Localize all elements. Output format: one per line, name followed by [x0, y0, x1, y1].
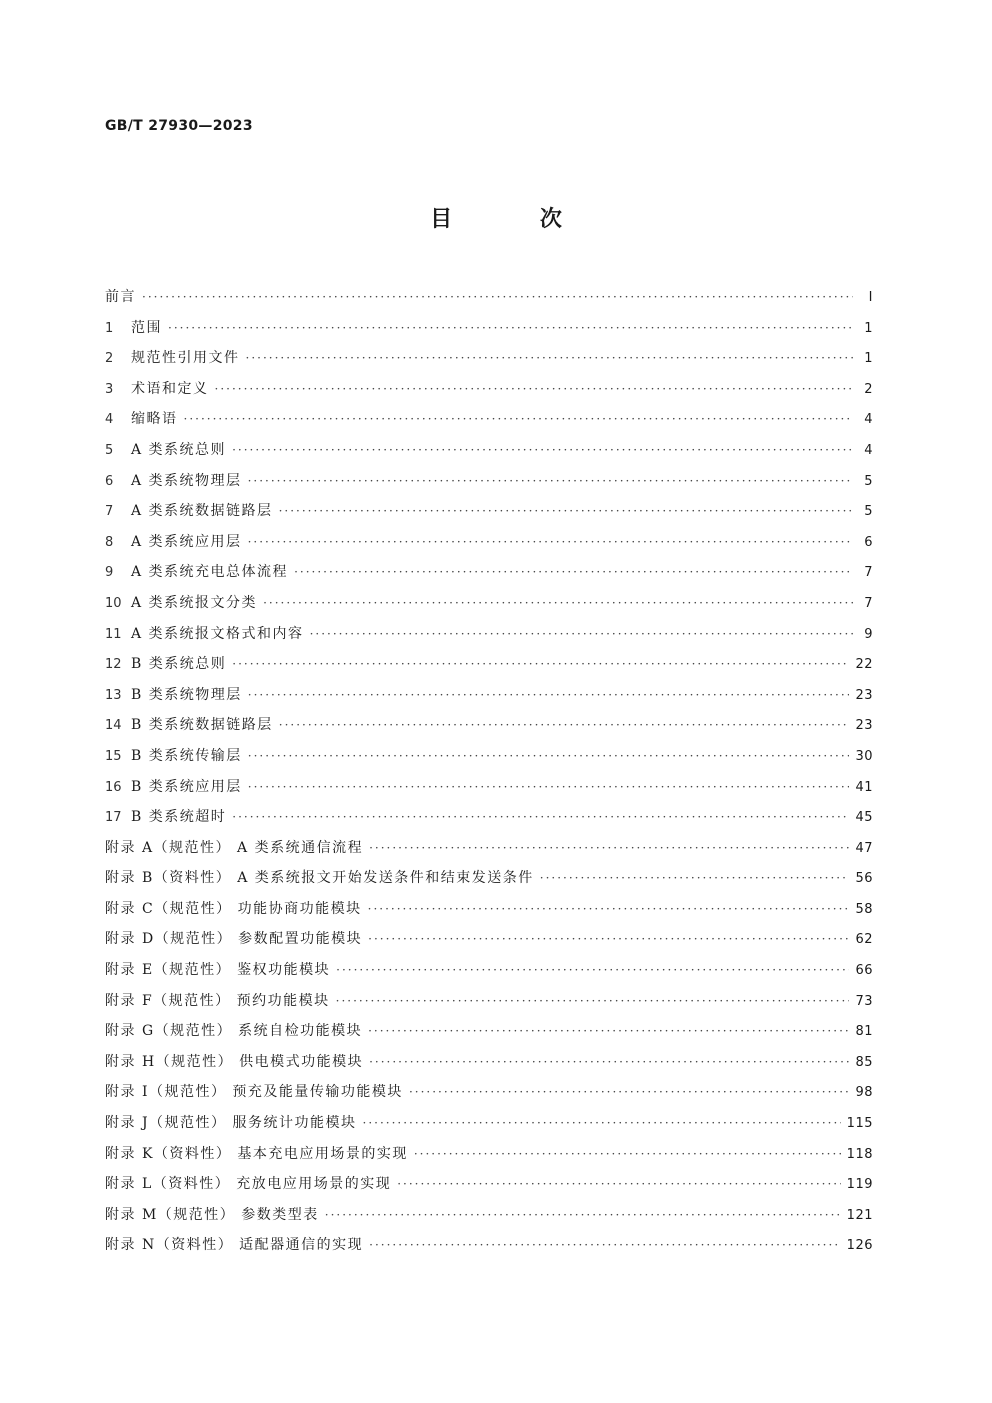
dot-leader	[336, 955, 849, 986]
toc-entry[interactable]	[105, 1230, 873, 1261]
toc-entry-page: 23	[855, 718, 873, 734]
dot-leader	[368, 1016, 849, 1047]
toc-entry-label: 附录 G（规范性） 系统自检功能模块	[105, 1023, 363, 1040]
toc-entry-label: 规范性引用文件	[131, 350, 240, 367]
toc-entry-page: 56	[855, 871, 873, 887]
dot-leader	[336, 986, 850, 1017]
toc-entry[interactable]	[105, 924, 873, 955]
toc-entry-number: 9	[105, 565, 114, 581]
dot-leader	[248, 772, 850, 803]
toc-entry[interactable]	[105, 404, 873, 435]
toc-entry-number: 11	[105, 626, 122, 642]
toc-entry-page: 6	[864, 534, 873, 550]
toc-entry-page: 58	[855, 901, 873, 917]
dot-leader	[248, 680, 850, 711]
dot-leader	[369, 1047, 849, 1078]
dot-leader	[168, 313, 853, 344]
toc-entry-number: 7	[105, 504, 114, 520]
toc-entry-number: 13	[105, 687, 122, 703]
toc-entry-number: 5	[105, 442, 114, 458]
dot-leader	[414, 1139, 841, 1170]
toc-entry-page: 5	[864, 504, 873, 520]
toc-entry-label: 附录 L（资料性） 充放电应用场景的实现	[105, 1176, 392, 1193]
toc-entry[interactable]	[105, 680, 873, 711]
toc-entry-page: 4	[864, 442, 873, 458]
toc-entry[interactable]	[105, 466, 873, 497]
toc-entry[interactable]	[105, 1047, 873, 1078]
toc-entry-number: 1	[105, 320, 114, 336]
toc-entry-page: 9	[864, 626, 873, 642]
toc-entry-label: 附录 M（规范性） 参数类型表	[105, 1206, 319, 1223]
toc-entry-label: A 类系统数据链路层	[131, 503, 273, 520]
toc-entry-page: Ⅰ	[868, 290, 873, 305]
toc-entry-label: 附录 H（规范性） 供电模式功能模块	[105, 1053, 364, 1070]
toc-entry-page: 73	[855, 993, 873, 1009]
dot-leader	[368, 894, 850, 925]
toc-entry-number: 6	[105, 473, 114, 489]
dot-leader	[215, 374, 854, 405]
toc-entry-label: 前言	[105, 289, 136, 305]
toc-entry-page: 115	[846, 1116, 873, 1132]
toc-entry-label: 附录 C（规范性） 功能协商功能模块	[105, 900, 362, 917]
page-title: 目 次	[430, 207, 602, 232]
toc-entry[interactable]	[105, 1077, 873, 1108]
dot-leader	[248, 466, 853, 497]
toc-entry-label: A 类系统应用层	[131, 533, 242, 550]
document-code: GB/T 27930—2023	[105, 118, 253, 134]
toc-entry-number: 14	[105, 718, 122, 734]
dot-leader	[142, 282, 853, 313]
toc-entry-label: B 类系统数据链路层	[131, 717, 273, 734]
toc-entry[interactable]	[105, 527, 873, 558]
toc-entry[interactable]	[105, 1108, 873, 1139]
toc-entry-number: 3	[105, 381, 114, 397]
toc-entry[interactable]	[105, 894, 873, 925]
toc-entry-page: 7	[864, 565, 873, 581]
toc-entry-label: B 类系统物理层	[131, 686, 242, 703]
toc-entry-label: 附录 D（规范性） 参数配置功能模块	[105, 931, 363, 948]
dot-leader	[325, 1200, 841, 1231]
dot-leader	[279, 710, 850, 741]
toc-entry-label: 缩略语	[131, 411, 178, 428]
toc-entry-page: 121	[846, 1207, 873, 1223]
toc-entry-number: 4	[105, 412, 114, 428]
toc-entry[interactable]	[105, 1169, 873, 1200]
toc-entry-page: 47	[855, 840, 873, 856]
toc-entry-page: 2	[864, 381, 873, 397]
dot-leader	[310, 619, 853, 650]
dot-leader	[184, 404, 854, 435]
toc-entry-number: 16	[105, 779, 122, 795]
dot-leader	[540, 863, 850, 894]
toc-entry-page: 98	[855, 1085, 873, 1101]
toc-entry[interactable]	[105, 1200, 873, 1231]
toc-entry[interactable]	[105, 649, 873, 680]
toc-entry[interactable]	[105, 741, 873, 772]
toc-entry[interactable]	[105, 1139, 873, 1170]
toc-entry-page: 45	[855, 810, 873, 826]
toc-entry[interactable]	[105, 557, 873, 588]
table-of-contents	[105, 282, 873, 1261]
toc-entry-page: 41	[855, 779, 873, 795]
toc-entry-page: 1	[864, 351, 873, 367]
toc-entry-page: 30	[855, 748, 873, 764]
dot-leader	[232, 435, 853, 466]
toc-entry[interactable]	[105, 1016, 873, 1047]
toc-entry-page: 85	[855, 1054, 873, 1070]
toc-entry-label: A 类系统总则	[131, 441, 227, 458]
toc-entry[interactable]	[105, 833, 873, 864]
dot-leader	[232, 649, 849, 680]
toc-entry[interactable]	[105, 588, 873, 619]
toc-entry[interactable]	[105, 863, 873, 894]
toc-entry-label: B 类系统总则	[131, 656, 227, 673]
toc-entry-label: A 类系统物理层	[131, 472, 242, 489]
dot-leader	[369, 833, 849, 864]
toc-entry-label: 附录 N（资料性） 适配器通信的实现	[105, 1237, 364, 1254]
dot-leader	[279, 496, 853, 527]
toc-entry[interactable]	[105, 986, 873, 1017]
toc-entry-number: 15	[105, 748, 122, 764]
toc-entry[interactable]	[105, 710, 873, 741]
dot-leader	[409, 1077, 850, 1108]
toc-entry-page: 22	[855, 657, 873, 673]
toc-entry[interactable]	[105, 496, 873, 527]
toc-entry[interactable]	[105, 374, 873, 405]
dot-leader	[248, 527, 853, 558]
dot-leader	[263, 588, 853, 619]
toc-entry[interactable]	[105, 772, 873, 803]
toc-entry-page: 4	[864, 412, 873, 428]
toc-entry-label: 附录 I（规范性） 预充及能量传输功能模块	[105, 1084, 403, 1101]
toc-entry[interactable]	[105, 435, 873, 466]
dot-leader	[363, 1108, 841, 1139]
toc-entry-label: 范围	[131, 319, 162, 336]
toc-entry-page: 62	[855, 932, 873, 948]
dot-leader	[369, 1230, 841, 1261]
toc-entry-label: B 类系统传输层	[131, 747, 242, 764]
toc-entry-label: 附录 E（规范性） 鉴权功能模块	[105, 962, 331, 979]
toc-entry-page: 5	[864, 473, 873, 489]
dot-leader	[246, 343, 854, 374]
toc-entry-label: 附录 A（规范性） A 类系统通信流程	[105, 839, 364, 856]
toc-entry-label: 附录 K（资料性） 基本充电应用场景的实现	[105, 1145, 408, 1162]
toc-entry-page: 23	[855, 687, 873, 703]
toc-entry-label: 术语和定义	[131, 380, 209, 397]
toc-entry-page: 126	[846, 1238, 873, 1254]
toc-entry-number: 12	[105, 657, 122, 673]
toc-entry[interactable]	[105, 619, 873, 650]
toc-entry[interactable]	[105, 955, 873, 986]
toc-entry-number: 8	[105, 534, 114, 550]
toc-entry-page: 66	[855, 963, 873, 979]
toc-entry-label: A 类系统充电总体流程	[131, 564, 289, 581]
toc-entry-label: A 类系统报文格式和内容	[131, 625, 304, 642]
toc-entry[interactable]	[105, 282, 873, 313]
toc-entry-page: 81	[855, 1024, 873, 1040]
dot-leader	[294, 557, 853, 588]
toc-entry-label: 附录 J（规范性） 服务统计功能模块	[105, 1115, 357, 1132]
dot-leader	[232, 802, 849, 833]
toc-entry-number: 17	[105, 810, 122, 826]
dot-leader	[248, 741, 850, 772]
toc-entry-label: 附录 B（资料性） A 类系统报文开始发送条件和结束发送条件	[105, 870, 534, 887]
toc-entry-label: B 类系统应用层	[131, 778, 242, 795]
toc-entry[interactable]	[105, 343, 873, 374]
toc-entry-page: 7	[864, 595, 873, 611]
toc-entry-page: 118	[846, 1146, 873, 1162]
toc-entry-label: 附录 F（规范性） 预约功能模块	[105, 992, 330, 1009]
toc-entry[interactable]	[105, 313, 873, 344]
toc-entry-page: 119	[846, 1177, 873, 1193]
toc-entry-label: B 类系统超时	[131, 809, 227, 826]
dot-leader	[368, 924, 849, 955]
toc-entry-label: A 类系统报文分类	[131, 594, 258, 611]
toc-entry-number: 2	[105, 351, 114, 367]
toc-entry[interactable]	[105, 802, 873, 833]
toc-entry-number: 10	[105, 595, 122, 611]
toc-entry-page: 1	[864, 320, 873, 336]
dot-leader	[397, 1169, 840, 1200]
